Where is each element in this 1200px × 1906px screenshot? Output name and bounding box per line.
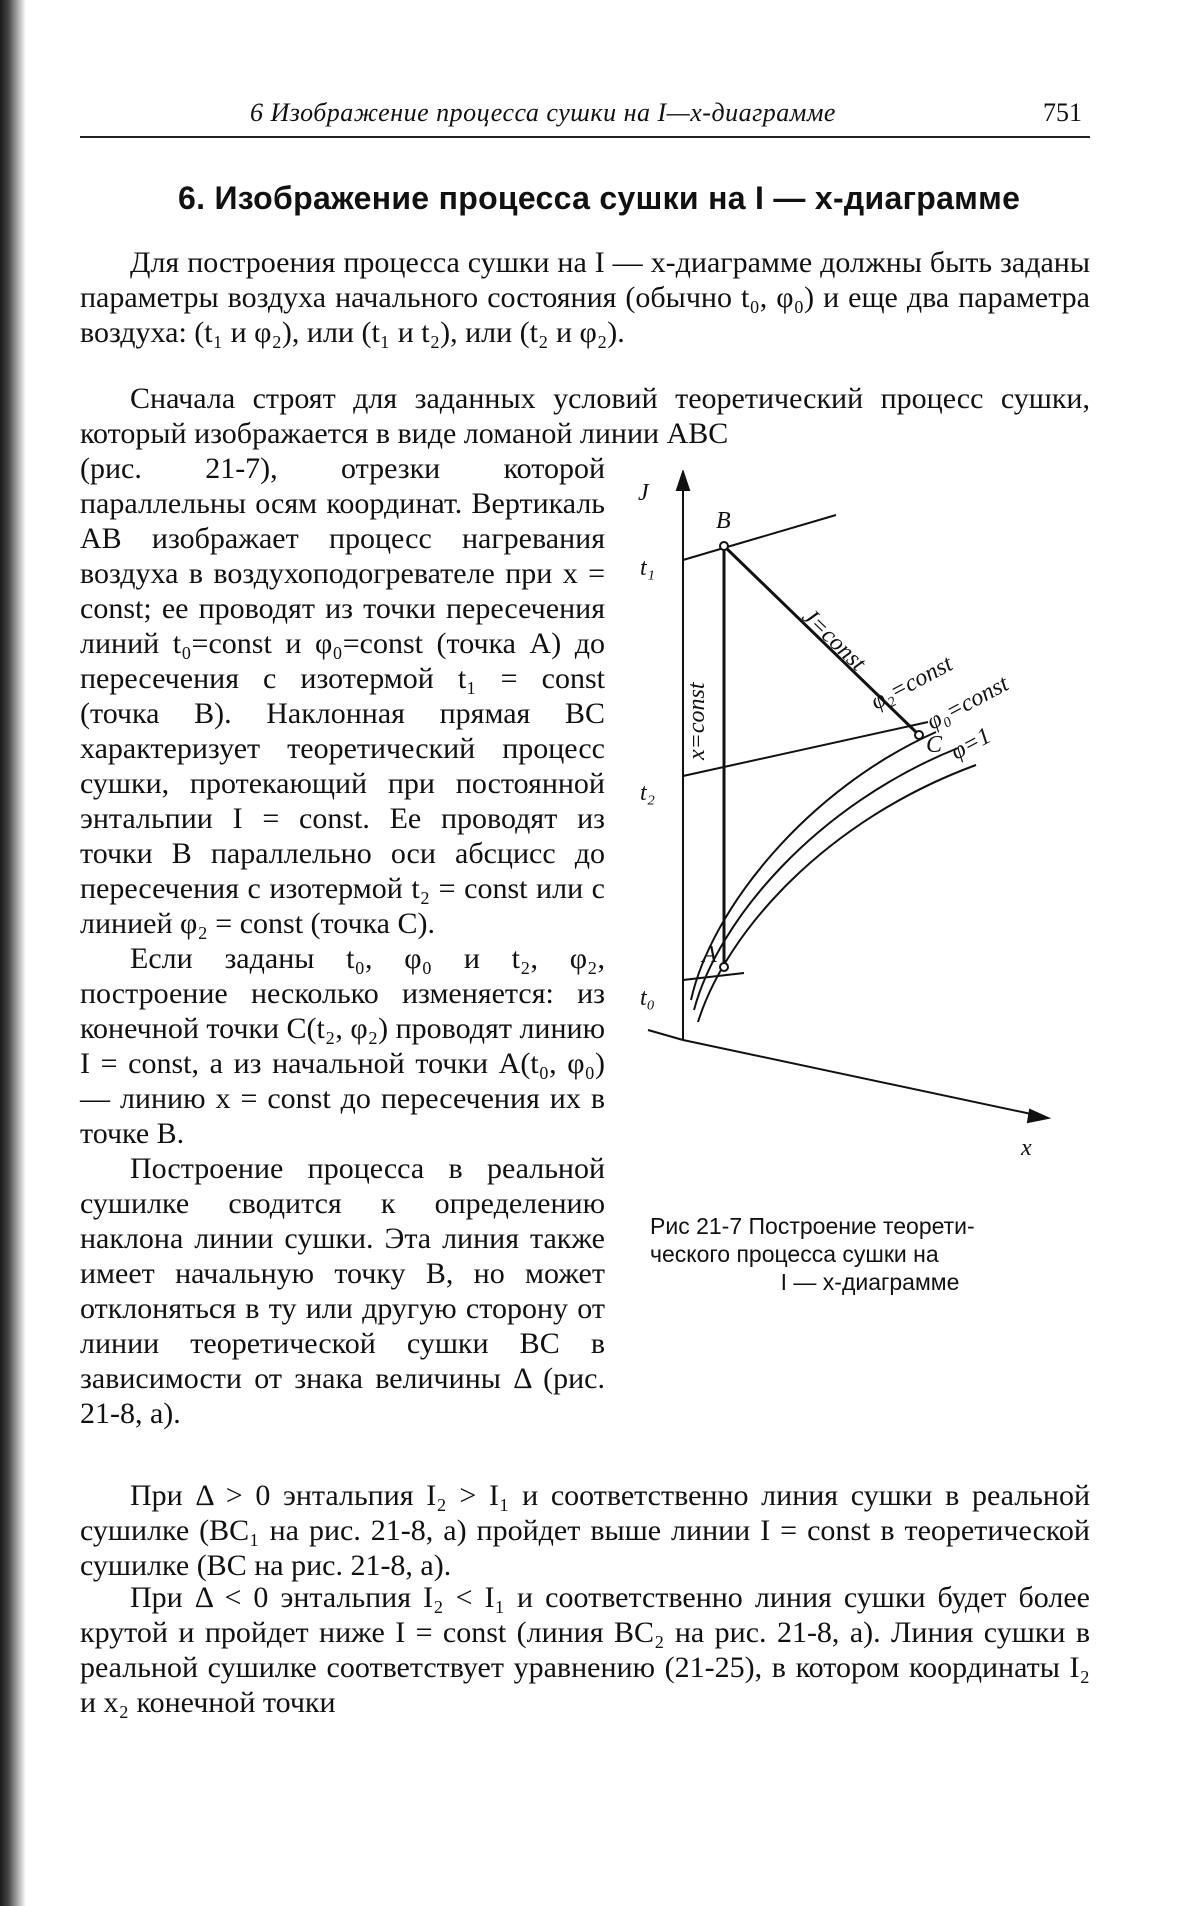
book-binding-edge xyxy=(0,0,26,1906)
paragraph-2-lead: Сначала строят для заданных условий теоретический процесс сушки, который изображается в виде ломаной линии ABC xyxy=(80,382,1090,450)
label-point-c: C xyxy=(926,732,943,758)
running-title: 6 Изображение процесса сушки на I—x-диаграмме xyxy=(250,98,836,127)
left-column-text xyxy=(80,451,605,1431)
label-phi0-const: φ₀=const xyxy=(922,670,1013,736)
paragraph-4: Построение процесса в реальной сушилке сводится к определению наклона линии сушки. Эта линия также имеет начальную точку B, но может отклоняться в ту или другую сторону от линии теоретической сушки BC в зависимости от знака величины Δ (рис. 21-8, a). xyxy=(80,1152,605,1430)
axis-stub xyxy=(648,1030,683,1040)
running-header xyxy=(80,92,1090,138)
isotherm-t1 xyxy=(683,515,836,560)
caption-line-3: I — x-диаграмме xyxy=(780,1269,960,1295)
caption-line-2: ческого процесса сушки на xyxy=(650,1241,939,1267)
paragraph-2-continued: (рис. 21-7), отрезки которой параллельны осям координат. Вертикаль AB изображает процесс нагревания воздуха в воздухоподогревателе при x = const; ее проводят из точки пересечения линий t₀=const и φ₀=const (точка A) до пересечения с изотермой t₁ = const (точка B). Наклонная прямая BC характеризует теоретический процесс сушки, протекающий при постоянной энтальпии I = const. Ее проводят из точки B параллельно оси абсцисс до пересечения с изотермой t₂ = const или с линией φ₂ = const (точка C). xyxy=(80,452,605,940)
x-axis-arrow xyxy=(1028,1110,1048,1122)
x-axis xyxy=(683,1040,1036,1115)
y-axis-arrow xyxy=(677,472,689,490)
curve-phi0 xyxy=(694,748,958,1010)
paragraph-5: При Δ > 0 энтальпия I₂ > I₁ и соответственно линия сушки в реальной сушилке (BC₁ на рис. 21-8, a) пройдет выше линии I = const в теоретической сушилке (BC на рис. 21-8, a). xyxy=(80,1479,1090,1582)
label-x-axis: x xyxy=(1021,1135,1032,1161)
isotherm-t2 xyxy=(683,722,928,776)
label-phi1: φ=1 xyxy=(946,722,996,766)
point-c xyxy=(915,731,923,739)
curve-phi1 xyxy=(698,765,976,1022)
label-point-a: A xyxy=(702,942,717,968)
paragraph-1: Для построения процесса сушки на I — x-диаграмме должны быть заданы параметры воздуха начального состояния (обычно t₀, φ₀) и еще два параметра воздуха: (t₁ и φ₂), или (t₁ и t₂), или (t₂ и φ₂). xyxy=(80,246,1090,349)
label-j-const: J=const xyxy=(796,603,871,677)
label-y-axis: J xyxy=(638,480,649,506)
label-t2: t₂ xyxy=(640,780,656,806)
label-point-b: B xyxy=(716,508,731,534)
section-title: 6. Изображение процесса сушки на I — x-диаграмме xyxy=(178,180,1021,216)
paragraph-3: Если заданы t₀, φ₀ и t₂, φ₂, построение несколько изменяется: из конечной точки C(t₂, φ₂) проводят линию I = const, а из начальной точки A(t₀, φ₀) — линию x = const до пересечения их в точке B. xyxy=(80,942,605,1150)
paragraph-6: При Δ < 0 энтальпия I₂ < I₁ и соответственно линия сушки будет более крутой и пройдет ниже I = const (линия BC₂ на рис. 21-8, a). Линия сушки в реальной сушилке соответствует уравнению (21-25), в котором координаты I₂ и x₂ конечной точки xyxy=(80,1581,1090,1719)
point-b xyxy=(720,542,728,550)
caption-line-1: Рис 21-7 Построение теорети- xyxy=(650,1213,975,1239)
label-phi2-const: φ₂=const xyxy=(866,650,957,716)
isotherm-t0 xyxy=(683,973,744,980)
label-t0: t₀ xyxy=(640,985,656,1011)
label-t1: t₁ xyxy=(640,555,656,581)
point-a xyxy=(720,963,728,971)
label-x-const: x=const xyxy=(684,682,710,760)
page-number: 751 xyxy=(1043,98,1082,127)
figure-caption xyxy=(650,1212,1090,1296)
figure-21-7-diagram xyxy=(636,470,1098,1210)
